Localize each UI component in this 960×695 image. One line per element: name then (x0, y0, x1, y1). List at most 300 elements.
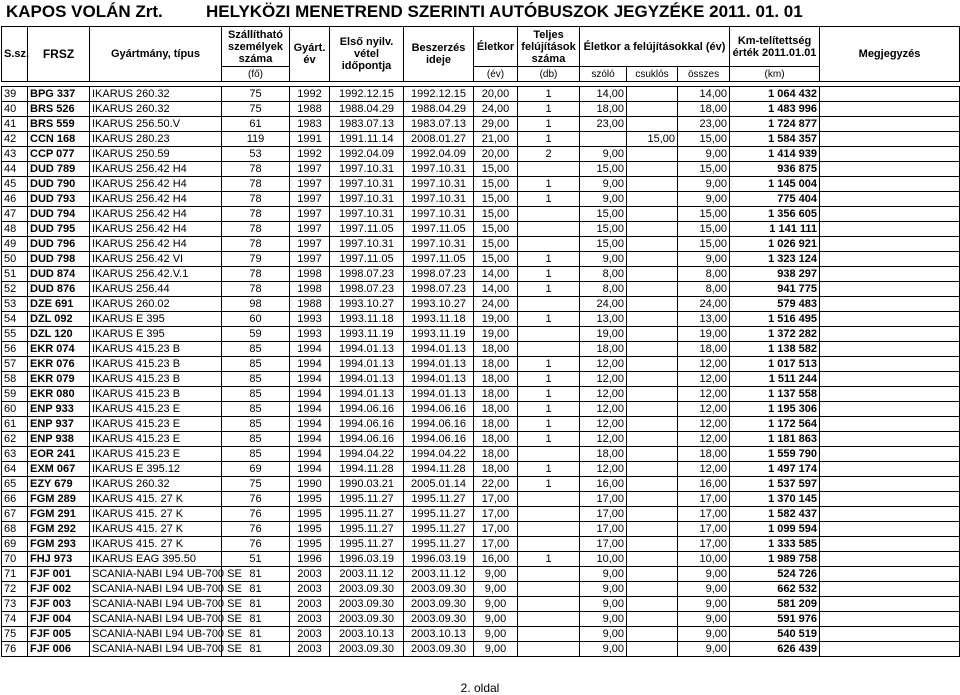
page-number: 2. oldal (460, 681, 500, 695)
table-row (2, 162, 960, 177)
model: IKARUS 415. 27 K (90, 537, 222, 552)
purchase-date: 1997.10.31 (404, 162, 474, 177)
note (820, 102, 960, 117)
note (820, 492, 960, 507)
plate-number: EKR 076 (28, 357, 90, 372)
age-solo: 24,00 (580, 297, 627, 312)
note (820, 537, 960, 552)
first-registration: 1990.03.21 (330, 477, 404, 492)
note (820, 237, 960, 252)
year: 2003 (290, 642, 330, 657)
plate-number: FGM 291 (28, 507, 90, 522)
seats: 119 (222, 132, 290, 147)
age-solo: 15,00 (580, 207, 627, 222)
model: IKARUS 415. 27 K (90, 522, 222, 537)
renovations: 1 (518, 102, 580, 117)
unit-total: összes (678, 67, 730, 82)
row-number: 45 (2, 177, 28, 192)
table-row (2, 192, 960, 207)
km-value: 540 519 (730, 627, 820, 642)
table-row (2, 432, 960, 447)
age: 20,00 (474, 87, 518, 102)
age-total: 17,00 (678, 537, 730, 552)
age-total: 14,00 (678, 87, 730, 102)
age-solo: 10,00 (580, 552, 627, 567)
age-total: 13,00 (678, 312, 730, 327)
age: 9,00 (474, 582, 518, 597)
year: 2003 (290, 567, 330, 582)
seats: 78 (222, 267, 290, 282)
age-total: 12,00 (678, 432, 730, 447)
first-registration: 1993.10.27 (330, 297, 404, 312)
row-number: 67 (2, 507, 28, 522)
year: 2003 (290, 627, 330, 642)
age-articulated (627, 117, 678, 132)
table-row (2, 147, 960, 162)
first-registration: 1983.07.13 (330, 117, 404, 132)
renovations (518, 342, 580, 357)
age: 9,00 (474, 597, 518, 612)
model: IKARUS 256.42 H4 (90, 162, 222, 177)
col-note: Megjegyzés (820, 27, 960, 82)
table-row (2, 447, 960, 462)
purchase-date: 2003.09.30 (404, 612, 474, 627)
note (820, 477, 960, 492)
note (820, 567, 960, 582)
first-registration: 1995.11.27 (330, 537, 404, 552)
note (820, 207, 960, 222)
renovations: 1 (518, 312, 580, 327)
model: IKARUS 256.42 H4 (90, 237, 222, 252)
model: IKARUS 256.50.V (90, 117, 222, 132)
age: 18,00 (474, 417, 518, 432)
renovations (518, 567, 580, 582)
age-solo: 9,00 (580, 597, 627, 612)
note (820, 222, 960, 237)
year: 1994 (290, 372, 330, 387)
table-row (2, 582, 960, 597)
renovations (518, 492, 580, 507)
age-solo: 12,00 (580, 372, 627, 387)
model: IKARUS 250.59 (90, 147, 222, 162)
model: IKARUS 415. 27 K (90, 507, 222, 522)
renovations: 1 (518, 132, 580, 147)
plate-number: FJF 003 (28, 597, 90, 612)
km-value: 626 439 (730, 642, 820, 657)
note (820, 342, 960, 357)
year: 1997 (290, 222, 330, 237)
model: IKARUS 415.23 E (90, 432, 222, 447)
bus-register-table (1, 26, 960, 657)
row-number: 75 (2, 627, 28, 642)
note (820, 372, 960, 387)
renovations (518, 207, 580, 222)
note (820, 282, 960, 297)
age-articulated (627, 492, 678, 507)
note (820, 162, 960, 177)
age-solo (580, 132, 627, 147)
year: 1993 (290, 312, 330, 327)
km-value: 1 333 585 (730, 537, 820, 552)
table-row (2, 297, 960, 312)
plate-number: EKR 080 (28, 387, 90, 402)
purchase-date: 1997.11.05 (404, 252, 474, 267)
note (820, 357, 960, 372)
model: SCANIA-NABI L94 UB-700 SE (90, 567, 222, 582)
age-total: 12,00 (678, 402, 730, 417)
table-row (2, 372, 960, 387)
purchase-date: 2008.01.27 (404, 132, 474, 147)
age: 18,00 (474, 402, 518, 417)
plate-number: DUD 794 (28, 207, 90, 222)
first-registration: 1997.10.31 (330, 237, 404, 252)
km-value: 1 584 357 (730, 132, 820, 147)
first-registration: 2003.11.12 (330, 567, 404, 582)
first-registration: 1997.10.31 (330, 207, 404, 222)
age-articulated: 15,00 (627, 132, 678, 147)
first-registration: 1997.11.05 (330, 222, 404, 237)
age-articulated (627, 432, 678, 447)
row-number: 53 (2, 297, 28, 312)
renovations: 1 (518, 477, 580, 492)
age: 19,00 (474, 312, 518, 327)
purchase-date: 1997.10.31 (404, 177, 474, 192)
table-row (2, 552, 960, 567)
year: 1997 (290, 177, 330, 192)
purchase-date: 1998.07.23 (404, 267, 474, 282)
table-row (2, 597, 960, 612)
age-articulated (627, 177, 678, 192)
col-first-reg: Első nyilv. vétel időpontja (330, 27, 404, 82)
note (820, 627, 960, 642)
seats: 78 (222, 192, 290, 207)
model: IKARUS 415. 27 K (90, 492, 222, 507)
table-row (2, 612, 960, 627)
model: IKARUS E 395 (90, 327, 222, 342)
plate-number: BRS 559 (28, 117, 90, 132)
renovations (518, 627, 580, 642)
seats: 60 (222, 312, 290, 327)
renovations (518, 162, 580, 177)
year: 1994 (290, 432, 330, 447)
note (820, 462, 960, 477)
purchase-date: 2003.09.30 (404, 582, 474, 597)
age-articulated (627, 402, 678, 417)
age-solo: 18,00 (580, 342, 627, 357)
row-number: 71 (2, 567, 28, 582)
age-solo: 12,00 (580, 357, 627, 372)
age-solo: 18,00 (580, 447, 627, 462)
age-articulated (627, 612, 678, 627)
seats: 85 (222, 387, 290, 402)
plate-number: BRS 526 (28, 102, 90, 117)
seats: 61 (222, 117, 290, 132)
first-registration: 1996.03.19 (330, 552, 404, 567)
table-row (2, 342, 960, 357)
company-name: KAPOS VOLÁN Zrt. (6, 2, 163, 21)
purchase-date: 1988.04.29 (404, 102, 474, 117)
km-value: 1 138 582 (730, 342, 820, 357)
row-number: 47 (2, 207, 28, 222)
age-articulated (627, 327, 678, 342)
renovations (518, 222, 580, 237)
age-articulated (627, 387, 678, 402)
table-row (2, 222, 960, 237)
col-type: Gyártmány, típus (90, 27, 222, 82)
km-value: 1 099 594 (730, 522, 820, 537)
age-articulated (627, 102, 678, 117)
first-registration: 2003.09.30 (330, 582, 404, 597)
km-value: 1 372 282 (730, 327, 820, 342)
age-articulated (627, 567, 678, 582)
age-articulated (627, 417, 678, 432)
renovations: 1 (518, 402, 580, 417)
age: 15,00 (474, 192, 518, 207)
table-header (2, 27, 960, 82)
km-value: 581 209 (730, 597, 820, 612)
km-value: 524 726 (730, 567, 820, 582)
age: 18,00 (474, 447, 518, 462)
plate-number: CCP 077 (28, 147, 90, 162)
row-number: 66 (2, 492, 28, 507)
first-registration: 1992.04.09 (330, 147, 404, 162)
plate-number: DZL 092 (28, 312, 90, 327)
km-value: 1 414 939 (730, 147, 820, 162)
note (820, 87, 960, 102)
row-number: 64 (2, 462, 28, 477)
note (820, 252, 960, 267)
purchase-date: 1997.10.31 (404, 192, 474, 207)
renovations (518, 597, 580, 612)
table-body (2, 87, 960, 657)
model: IKARUS 256.42 VI (90, 252, 222, 267)
age-solo: 9,00 (580, 177, 627, 192)
unit-renovations: (db) (518, 67, 580, 82)
age-solo: 12,00 (580, 462, 627, 477)
age-articulated (627, 447, 678, 462)
km-value: 1 724 877 (730, 117, 820, 132)
first-registration: 1994.01.13 (330, 357, 404, 372)
col-ssz: S.sz. (2, 27, 28, 82)
year: 1995 (290, 507, 330, 522)
first-registration: 1997.10.31 (330, 192, 404, 207)
km-value: 1 145 004 (730, 177, 820, 192)
age-articulated (627, 357, 678, 372)
row-number: 49 (2, 237, 28, 252)
age: 15,00 (474, 207, 518, 222)
row-number: 62 (2, 432, 28, 447)
seats: 81 (222, 582, 290, 597)
age: 14,00 (474, 282, 518, 297)
unit-solo: szóló (580, 67, 627, 82)
age-articulated (627, 522, 678, 537)
table-row (2, 327, 960, 342)
year: 2003 (290, 582, 330, 597)
purchase-date: 1992.04.09 (404, 147, 474, 162)
first-registration: 1994.06.16 (330, 432, 404, 447)
renovations: 1 (518, 252, 580, 267)
table-row (2, 282, 960, 297)
row-number: 44 (2, 162, 28, 177)
year: 1994 (290, 342, 330, 357)
model: IKARUS EAG 395.50 (90, 552, 222, 567)
age-total: 15,00 (678, 162, 730, 177)
first-registration: 1998.07.23 (330, 267, 404, 282)
col-purchase: Beszerzés ideje (404, 27, 474, 82)
age: 9,00 (474, 627, 518, 642)
plate-number: CCN 168 (28, 132, 90, 147)
note (820, 312, 960, 327)
table-row (2, 522, 960, 537)
age-total: 9,00 (678, 582, 730, 597)
age-solo: 9,00 (580, 642, 627, 657)
unit-km: (km) (730, 67, 820, 82)
age-solo: 9,00 (580, 252, 627, 267)
row-number: 39 (2, 87, 28, 102)
age-total: 9,00 (678, 192, 730, 207)
note (820, 447, 960, 462)
age-total: 9,00 (678, 567, 730, 582)
year: 1996 (290, 552, 330, 567)
age-total: 17,00 (678, 492, 730, 507)
age-solo: 14,00 (580, 87, 627, 102)
row-number: 73 (2, 597, 28, 612)
model: IKARUS 256.42 H4 (90, 192, 222, 207)
km-value: 941 775 (730, 282, 820, 297)
row-number: 74 (2, 612, 28, 627)
seats: 76 (222, 507, 290, 522)
purchase-date: 1994.01.13 (404, 357, 474, 372)
year: 1995 (290, 537, 330, 552)
row-number: 46 (2, 192, 28, 207)
plate-number: DUD 790 (28, 177, 90, 192)
age: 20,00 (474, 147, 518, 162)
plate-number: DZE 691 (28, 297, 90, 312)
age-total: 18,00 (678, 447, 730, 462)
age-articulated (627, 222, 678, 237)
model: IKARUS 256.42 H4 (90, 207, 222, 222)
seats: 78 (222, 177, 290, 192)
age-total: 9,00 (678, 597, 730, 612)
age-solo: 9,00 (580, 627, 627, 642)
row-number: 42 (2, 132, 28, 147)
age-solo: 17,00 (580, 522, 627, 537)
age-solo: 17,00 (580, 492, 627, 507)
age-solo: 13,00 (580, 312, 627, 327)
first-registration: 2003.09.30 (330, 612, 404, 627)
first-registration: 1997.10.31 (330, 162, 404, 177)
age-articulated (627, 552, 678, 567)
purchase-date: 1995.11.27 (404, 537, 474, 552)
km-value: 1 370 145 (730, 492, 820, 507)
seats: 85 (222, 447, 290, 462)
first-registration: 1994.01.13 (330, 387, 404, 402)
age-total: 12,00 (678, 357, 730, 372)
year: 1998 (290, 267, 330, 282)
table-row (2, 357, 960, 372)
age: 24,00 (474, 102, 518, 117)
table-row (2, 417, 960, 432)
age-solo: 15,00 (580, 237, 627, 252)
age-total: 9,00 (678, 252, 730, 267)
seats: 79 (222, 252, 290, 267)
plate-number: EZY 679 (28, 477, 90, 492)
model: SCANIA-NABI L94 UB-700 SE (90, 642, 222, 657)
col-age: Életkor (474, 27, 518, 67)
document-title: HELYKÖZI MENETREND SZERINTI AUTÓBUSZOK JEGYZÉKE 2011. 01. 01 (206, 2, 803, 21)
age-total: 24,00 (678, 297, 730, 312)
renovations (518, 447, 580, 462)
model: IKARUS 415.23 E (90, 402, 222, 417)
age-total: 9,00 (678, 612, 730, 627)
purchase-date: 1994.06.16 (404, 402, 474, 417)
first-registration: 1994.06.16 (330, 417, 404, 432)
year: 2003 (290, 612, 330, 627)
km-value: 1 137 558 (730, 387, 820, 402)
age-solo: 15,00 (580, 222, 627, 237)
seats: 81 (222, 627, 290, 642)
km-value: 1 989 758 (730, 552, 820, 567)
purchase-date: 1995.11.27 (404, 492, 474, 507)
age-articulated (627, 597, 678, 612)
age-articulated (627, 507, 678, 522)
purchase-date: 1995.11.27 (404, 522, 474, 537)
model: IKARUS 256.42.V.1 (90, 267, 222, 282)
table-row (2, 237, 960, 252)
purchase-date: 1994.01.13 (404, 372, 474, 387)
row-number: 59 (2, 387, 28, 402)
age-articulated (627, 282, 678, 297)
first-registration: 2003.09.30 (330, 597, 404, 612)
age-total: 12,00 (678, 417, 730, 432)
renovations: 1 (518, 357, 580, 372)
table-row (2, 537, 960, 552)
table-row (2, 267, 960, 282)
model: IKARUS 280.23 (90, 132, 222, 147)
first-registration: 1993.11.18 (330, 312, 404, 327)
age-articulated (627, 312, 678, 327)
model: IKARUS 256.42 H4 (90, 222, 222, 237)
age: 17,00 (474, 507, 518, 522)
table-row (2, 177, 960, 192)
purchase-date: 1994.06.16 (404, 417, 474, 432)
year: 1993 (290, 327, 330, 342)
km-value: 775 404 (730, 192, 820, 207)
row-number: 63 (2, 447, 28, 462)
km-value: 579 483 (730, 297, 820, 312)
renovations: 2 (518, 147, 580, 162)
year: 1992 (290, 87, 330, 102)
seats: 81 (222, 597, 290, 612)
age-total: 9,00 (678, 627, 730, 642)
seats: 78 (222, 282, 290, 297)
plate-number: FGM 289 (28, 492, 90, 507)
row-number: 60 (2, 402, 28, 417)
renovations (518, 582, 580, 597)
seats: 53 (222, 147, 290, 162)
km-value: 1 356 605 (730, 207, 820, 222)
year: 1992 (290, 147, 330, 162)
purchase-date: 2003.11.12 (404, 567, 474, 582)
year: 1997 (290, 252, 330, 267)
note (820, 192, 960, 207)
model: IKARUS 256.42 H4 (90, 177, 222, 192)
km-value: 1 172 564 (730, 417, 820, 432)
year: 2003 (290, 597, 330, 612)
km-value: 591 976 (730, 612, 820, 627)
table-row (2, 312, 960, 327)
plate-number: DZL 120 (28, 327, 90, 342)
